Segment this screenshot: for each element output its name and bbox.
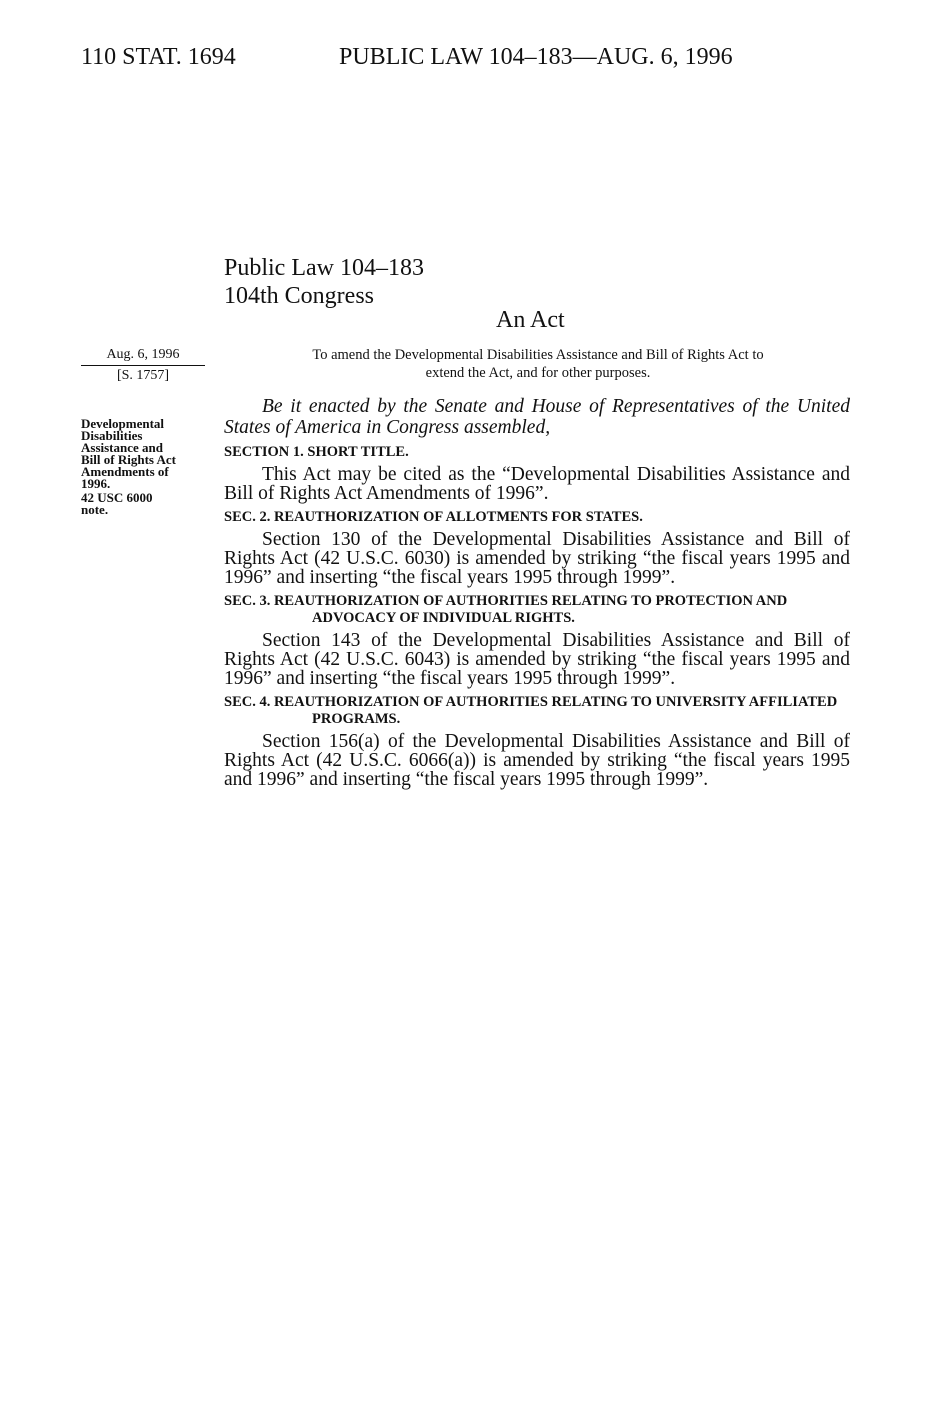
usc-note-line: note. — [81, 502, 109, 517]
section-2-heading: SEC. 2. REAUTHORIZATION OF ALLOTMENTS FOR STATES. — [224, 509, 643, 525]
page-stat-citation: 110 STAT. 1694 — [81, 44, 236, 70]
section-2-text: Section 130 of the Developmental Disabilities Assistance and Bill of Rights Act (42 U.S.C. 6030) is amended by striking “the fiscal years 1995 and 1996” and inserting “the fiscal years 1995 through 1999”. — [224, 529, 850, 588]
marginal-note — [81, 418, 205, 516]
marginal-note-line: Developmental — [81, 416, 165, 431]
enacting-clause: Be it enacted by the Senate and House of Representatives of the United States of America in Congress assembled, — [224, 396, 850, 438]
marginal-note-line: Bill of Rights Act — [81, 452, 176, 467]
congress-number: 104th Congress — [224, 283, 374, 309]
marginal-note-line: Assistance and — [81, 440, 163, 455]
usc-note — [81, 492, 205, 516]
section-3-text: Section 143 of the Developmental Disabilities Assistance and Bill of Rights Act (42 U.S.C. 6043) is amended by striking “the fiscal years 1995 and 1996” and inserting “the fiscal years 1995 through 1999”. — [224, 630, 850, 689]
section-1-text: This Act may be cited as the “Developmental Disabilities Assistance and Bill of Rights Act Amendments of 1996”. — [224, 464, 850, 504]
marginal-note-line: Disabilities — [81, 428, 143, 443]
marginal-note-line: 1996. — [81, 476, 111, 491]
an-act-heading: An Act — [496, 307, 565, 333]
public-law-number: Public Law 104–183 — [224, 255, 424, 281]
section-4-heading: SEC. 4. REAUTHORIZATION OF AUTHORITIES RELATING TO UNIVERSITY AFFILIATED PROGRAMS. — [224, 694, 838, 727]
usc-note-line: 42 USC 6000 — [81, 490, 153, 505]
title-block — [224, 254, 424, 310]
section-4-text: Section 156(a) of the Developmental Disabilities Assistance and Bill of Rights Act (42 U.S.C. 6066(a)) is amended by striking “the fiscal years 1995 and 1996” and inserting “the fiscal years 1995 through 1999”. — [224, 731, 850, 790]
section-1-heading: SECTION 1. SHORT TITLE. — [224, 444, 409, 460]
bill-number: [S. 1757] — [116, 368, 170, 383]
enactment-date: Aug. 6, 1996 — [81, 347, 205, 366]
purpose-clause — [248, 346, 828, 382]
purpose-line: To amend the Developmental Disabilities Assistance and Bill of Rights Act to — [312, 347, 764, 363]
running-header: PUBLIC LAW 104–183—AUG. 6, 1996 — [339, 44, 733, 70]
purpose-line: extend the Act, and for other purposes. — [425, 365, 651, 381]
act-body — [224, 396, 850, 793]
margin-date-block — [81, 347, 205, 384]
marginal-note-line: Amendments of — [81, 464, 169, 479]
section-3-heading: SEC. 3. REAUTHORIZATION OF AUTHORITIES RELATING TO PROTECTION AND ADVOCACY OF INDIVIDUAL RIGHTS. — [224, 593, 788, 626]
